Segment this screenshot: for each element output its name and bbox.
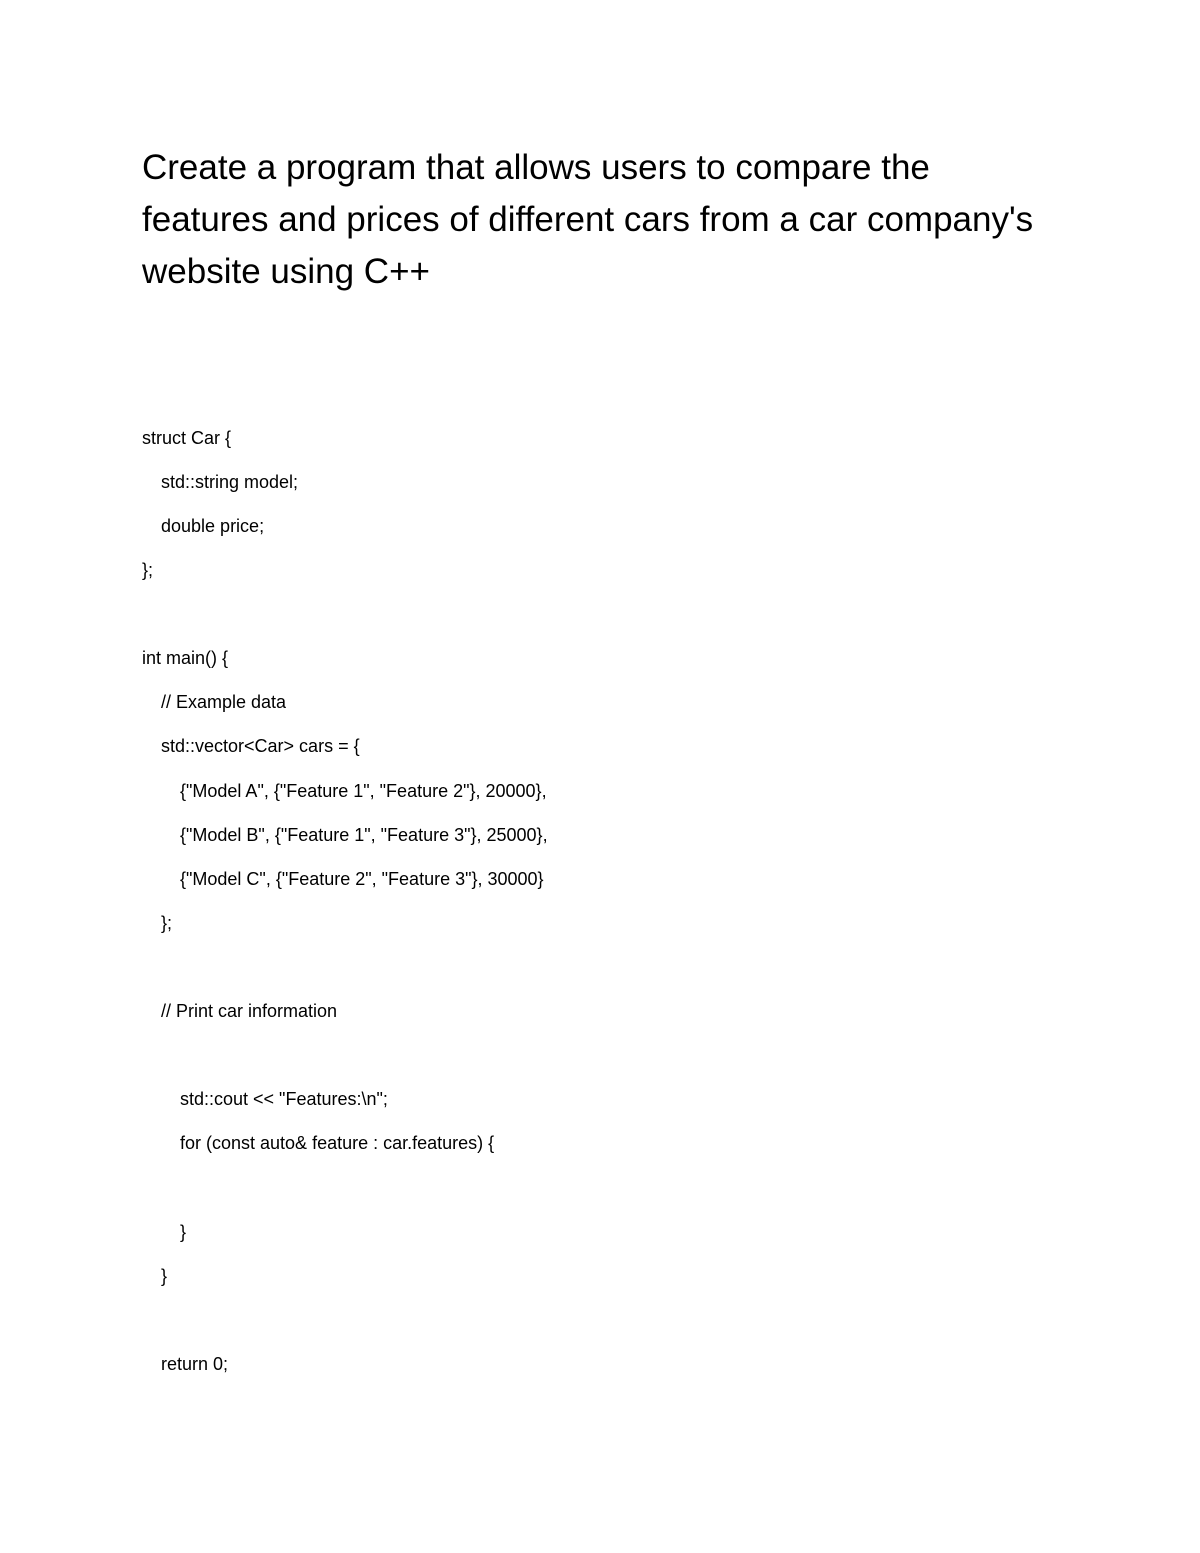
title-line-3: website using C++ <box>142 252 430 291</box>
code-line-for-loop: for (const auto& feature : car.features) { <box>180 1133 495 1153</box>
code-line-comment-print: // Print car information <box>161 1001 338 1021</box>
code-line-vector: std::vector<Car> cars = { <box>161 736 360 756</box>
title-line-2: features and prices of different cars from a car company's <box>142 200 1034 239</box>
code-line-model-a: {"Model A", {"Feature 1", "Feature 2"}, 20000}, <box>180 781 547 801</box>
code-line-outer-brace: } <box>161 1266 168 1286</box>
code-line-cout: std::cout << "Features:\n"; <box>180 1089 388 1109</box>
title-line-1: Create a program that allows users to compare the <box>142 148 930 187</box>
code-line-price-field: double price; <box>161 516 265 536</box>
code-line-vector-end: }; <box>161 913 173 933</box>
document-title <box>142 142 1092 298</box>
code-line-struct-end: }; <box>142 560 154 580</box>
code-line-comment-example: // Example data <box>161 692 287 712</box>
code-line-inner-brace: } <box>180 1222 187 1242</box>
code-line-return: return 0; <box>161 1354 229 1374</box>
code-line-model-c: {"Model C", {"Feature 2", "Feature 3"}, 30000} <box>180 869 544 889</box>
code-line-model-field: std::string model; <box>161 472 299 492</box>
code-line-struct: struct Car { <box>142 428 232 448</box>
code-line-main: int main() { <box>142 648 229 668</box>
code-line-model-b: {"Model B", {"Feature 1", "Feature 3"}, 25000}, <box>180 825 548 845</box>
